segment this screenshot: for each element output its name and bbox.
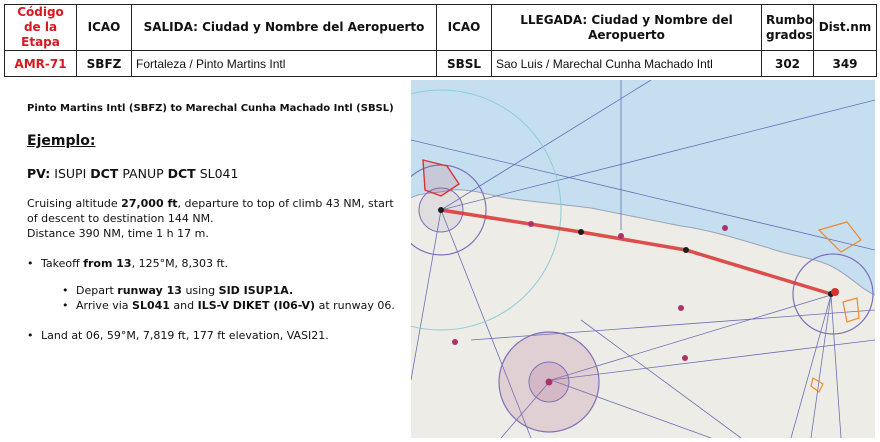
depart-runway: runway 13	[117, 284, 182, 297]
airport-marker	[682, 355, 688, 361]
airport-marker	[678, 305, 684, 311]
takeoff-bullet: • Takeoff from 13, 125°M, 8,303 ft.	[27, 257, 229, 270]
header-heading: Rumbo grados	[762, 5, 814, 51]
waypoint-1: ISUPI	[54, 166, 87, 181]
waypoint-2: PANUP	[122, 166, 164, 181]
airport-marker	[452, 339, 458, 345]
distance-time: Distance 390 NM, time 1 h 17 m.	[27, 227, 209, 240]
arrive-text-1: Arrive via	[76, 299, 133, 312]
airport-marker	[528, 221, 534, 227]
leg-table	[4, 4, 877, 77]
depart-bullet: • Depart runway 13 using SID ISUP1A.	[62, 284, 294, 297]
dep-name: Fortaleza / Pinto Martins Intl	[132, 51, 437, 77]
arrive-bullet: • Arrive via SL041 and ILS-V DIKET (I06-V) at runway 06.	[62, 299, 395, 312]
route-title: Pinto Martins Intl (SBFZ) to Marechal Cunha Machado Intl (SBSL)	[27, 103, 394, 114]
cruise-description	[27, 196, 397, 241]
airport-marker	[618, 233, 624, 239]
arrive-fix: SL041	[132, 299, 170, 312]
cruise-text-1: Cruising altitude	[27, 197, 122, 210]
header-distance: Dist.nm	[814, 5, 877, 51]
airport-marker	[722, 225, 728, 231]
header-departure: SALIDA: Ciudad y Nombre del Aeropuerto	[132, 5, 437, 51]
depart-text-2: using	[181, 284, 219, 297]
table-row	[5, 51, 877, 77]
landing-bullet: • Land at 06, 59°M, 7,819 ft, 177 ft elevation, VASI21.	[27, 329, 329, 342]
dct-1: DCT	[90, 166, 119, 181]
takeoff-text-1: Takeoff	[41, 257, 84, 270]
airport-marker	[546, 379, 553, 386]
depart-sid: SID ISUP1A.	[218, 284, 294, 297]
waypoint-marker	[683, 247, 689, 253]
arr-name: Sao Luis / Marechal Cunha Machado Intl	[492, 51, 762, 77]
cruise-text-2: , departure to top of climb 43 NM, start of descent to destination 144 NM.	[27, 197, 394, 225]
landing-text: Land at 06, 59°M, 7,819 ft, 177 ft elevation, VASI21.	[41, 329, 329, 342]
takeoff-runway: from 13	[83, 257, 132, 270]
flight-plan	[27, 166, 238, 181]
waypoint-marker	[438, 207, 444, 213]
arrive-text-3: at runway 06.	[315, 299, 395, 312]
header-dep-icao: ICAO	[77, 5, 132, 51]
arrive-approach: ILS-V DIKET (I06-V)	[197, 299, 316, 312]
dep-icao: SBFZ	[77, 51, 132, 77]
heading-value: 302	[762, 51, 814, 77]
distance-value: 349	[814, 51, 877, 77]
route-map	[411, 80, 875, 438]
depart-text-1: Depart	[76, 284, 118, 297]
saoluis-airport-marker	[831, 288, 839, 296]
arrive-text-2: and	[169, 299, 198, 312]
example-heading: Ejemplo:	[27, 133, 96, 149]
header-arr-icao: ICAO	[437, 5, 492, 51]
arr-icao: SBSL	[437, 51, 492, 77]
table-header-row	[5, 5, 877, 51]
header-leg-code: Código de la Etapa	[5, 5, 77, 51]
waypoint-marker	[578, 229, 584, 235]
header-arrival: LLEGADA: Ciudad y Nombre del Aeropuerto	[492, 5, 762, 51]
flight-plan-label: PV:	[27, 166, 51, 181]
takeoff-text-2: , 125°M, 8,303 ft.	[131, 257, 229, 270]
dct-2: DCT	[167, 166, 196, 181]
waypoint-3: SL041	[199, 166, 239, 181]
cruise-altitude: 27,000 ft	[121, 197, 178, 210]
leg-code: AMR-71	[5, 51, 77, 77]
